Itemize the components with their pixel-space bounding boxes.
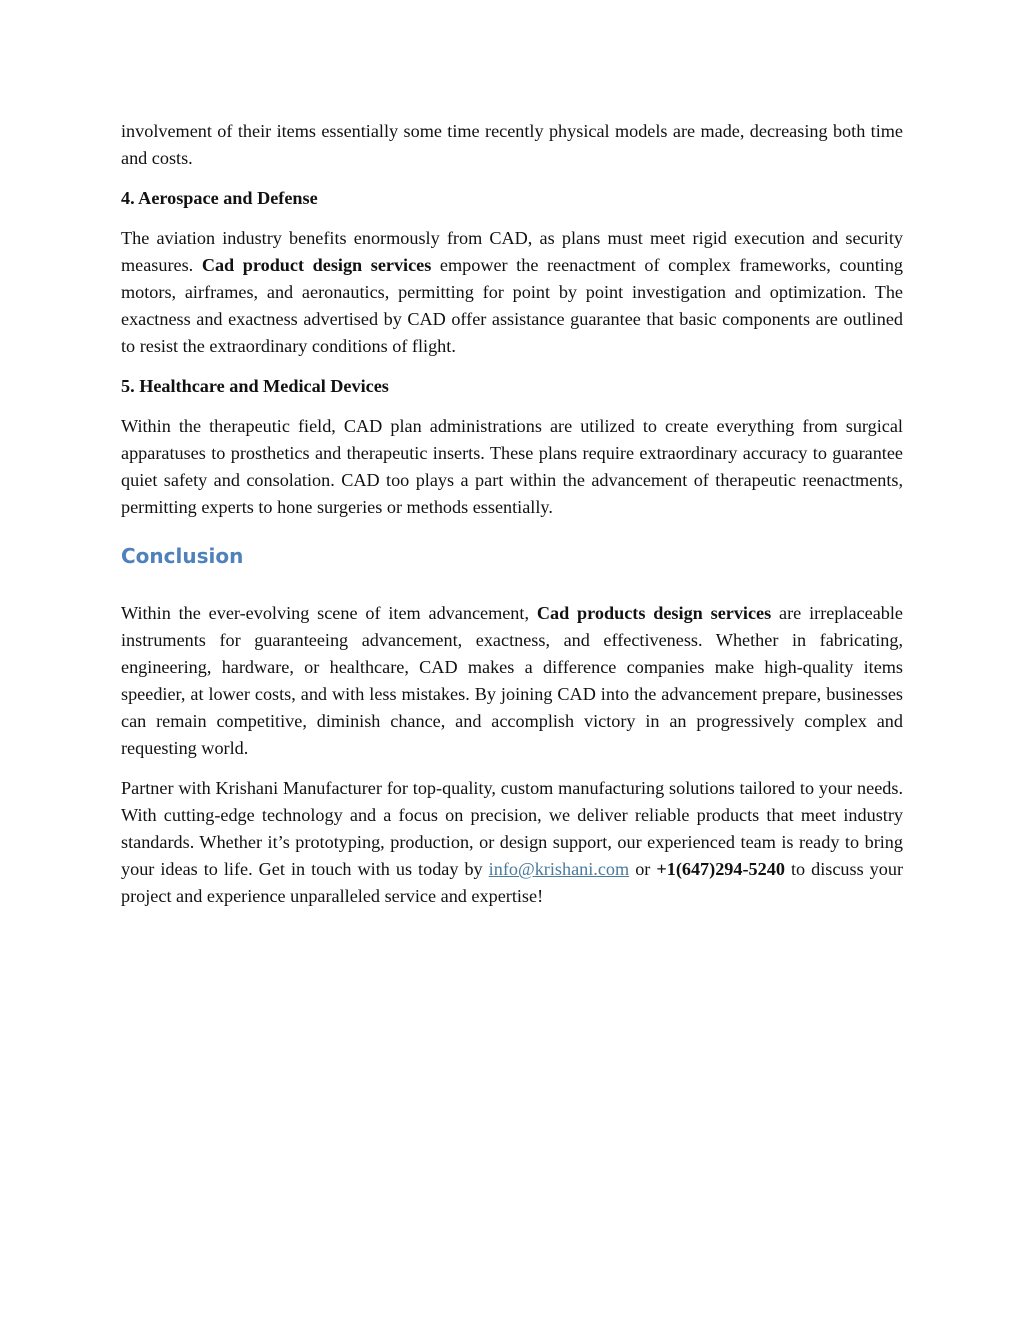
healthcare-paragraph xyxy=(121,413,903,521)
conclusion-p2-start: Partner with Krishani Manufacturer for top-quality, custom manufacturing solutions tailored to your needs. With cutting-edge technology and a focus on precision, we deliver reliable products that meet industry standards. Whether it’s prototyping, production, or design support, our experienced team is ready to bring your ideas to life. Get in touch with us today by xyxy=(121,778,903,879)
conclusion-p1-end: are irreplaceable instruments for guaranteeing advancement, exactness, and effectiveness. Whether in fabricating, engineering, hardware, or healthcare, CAD makes a difference companies make high-quality items speedier, at lower costs, and with less mistakes. By joining CAD into the advancement prepare, businesses can remain competitive, diminish chance, and accomplish victory in an progressively complex and requesting world. xyxy=(121,603,903,758)
conclusion-p2-end: to discuss your project and experience unparalleled service and expertise! xyxy=(121,859,903,906)
intro-paragraph xyxy=(121,118,903,172)
aerospace-bold-phrase: Cad product design services xyxy=(201,255,432,275)
conclusion-paragraph-1 xyxy=(121,600,903,762)
conclusion-paragraph-2 xyxy=(121,775,903,910)
aerospace-text-start: The aviation industry benefits enormously from CAD, as plans must meet rigid execution and security measures. xyxy=(121,228,903,275)
section-heading-healthcare: 5. Healthcare and Medical Devices xyxy=(121,376,389,396)
conclusion-bold-phrase: Cad products design services xyxy=(536,603,772,623)
section-heading-aerospace: 4. Aerospace and Defense xyxy=(121,188,318,208)
intro-text: involvement of their items essentially some time recently physical models are made, decreasing both time and costs. xyxy=(121,121,903,168)
healthcare-text: Within the therapeutic field, CAD plan administrations are utilized to create everything from surgical apparatuses to prosthetics and therapeutic inserts. These plans require extraordinary accuracy to guarantee quiet safety and consolation. CAD too plays a part within the advancement of therapeutic reenactments, permitting experts to hone surgeries or methods essentially. xyxy=(121,416,903,517)
phone-number: +1(647)294-5240 xyxy=(656,859,785,879)
aerospace-paragraph xyxy=(121,225,903,360)
aerospace-text-end: empower the reenactment of complex frameworks, counting motors, airframes, and aeronautics, permitting for point by point investigation and optimization. The exactness and exactness advertised by CAD offer assistance guarantee that basic components are outlined to resist the extraordinary conditions of flight. xyxy=(121,255,904,356)
conclusion-p2-or: or xyxy=(629,859,657,879)
email-link[interactable]: info@krishani.com xyxy=(488,859,630,879)
document-page xyxy=(121,118,903,923)
conclusion-p1-start: Within the ever-evolving scene of item advancement, xyxy=(121,603,537,623)
conclusion-title: Conclusion xyxy=(121,544,244,568)
